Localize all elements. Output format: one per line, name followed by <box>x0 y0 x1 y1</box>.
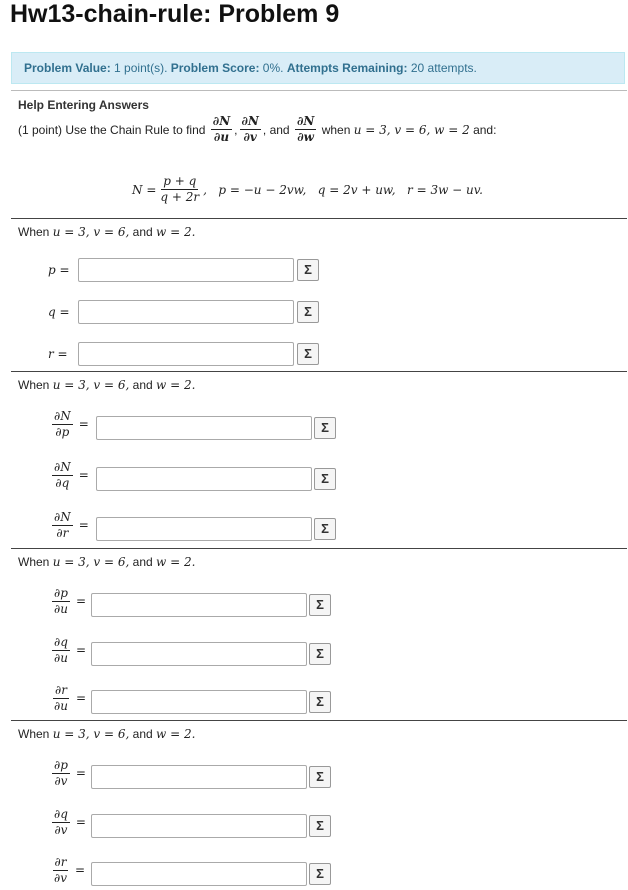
when-and: and <box>132 727 153 741</box>
equation-editor-button[interactable]: Σ <box>309 815 331 837</box>
intro-suffix: and: <box>473 122 497 137</box>
equals-sign: = <box>75 815 86 829</box>
fraction-denominator: ∂u <box>54 699 68 713</box>
fraction-denominator: ∂w <box>297 130 315 144</box>
equation-editor-button[interactable]: Σ <box>314 468 336 490</box>
fraction-numerator: ∂q <box>54 807 68 821</box>
equals-sign: = <box>78 417 89 431</box>
section-divider <box>11 371 627 372</box>
q-label: q = <box>48 305 70 319</box>
when-label: When <box>18 727 50 741</box>
section-divider <box>11 720 627 721</box>
fraction-denominator: ∂u <box>54 602 68 616</box>
fraction-denominator: ∂u <box>54 651 68 665</box>
r-label: r = <box>48 347 68 361</box>
equation-editor-button[interactable]: Σ <box>309 691 331 713</box>
equals-sign: = <box>78 468 89 482</box>
section-condition <box>18 225 195 239</box>
equation-editor-button[interactable]: Σ <box>297 343 319 365</box>
page-title: Hw13-chain-rule: Problem 9 <box>10 0 340 28</box>
problem-info-banner <box>11 52 625 84</box>
dp-du-label <box>50 586 86 617</box>
when-values: u = 3, v = 6, <box>52 555 130 569</box>
r-answer-input[interactable] <box>78 342 294 366</box>
dr-du-label <box>50 683 86 714</box>
fraction-numerator: ∂r <box>54 855 67 869</box>
when-w: w = 2. <box>156 225 196 239</box>
equation-editor-button[interactable]: Σ <box>314 417 336 439</box>
when-w: w = 2. <box>156 727 196 741</box>
when-label: When <box>18 378 50 392</box>
equals-sign: = <box>75 594 86 608</box>
dN-dr-label <box>50 510 89 541</box>
fraction-numerator: ∂N <box>241 114 259 128</box>
dN-dp-answer-input[interactable] <box>96 416 312 440</box>
when-and: and <box>132 555 153 569</box>
equals-sign: = <box>75 766 86 780</box>
dr-du-answer-input[interactable] <box>91 690 307 714</box>
fraction-dN-du <box>211 114 232 145</box>
dN-dp-label <box>50 409 89 440</box>
equals-sign: = <box>75 643 86 657</box>
dp-du-answer-input[interactable] <box>91 593 307 617</box>
when-and: and <box>132 378 153 392</box>
problem-statement <box>18 114 496 145</box>
section-condition <box>18 555 195 569</box>
formula-fraction <box>158 174 201 205</box>
dp-dv-answer-input[interactable] <box>91 765 307 789</box>
intro-when: when <box>321 122 351 137</box>
equation-editor-button[interactable]: Σ <box>309 863 331 885</box>
when-w: w = 2. <box>156 378 196 392</box>
fraction-numerator: ∂N <box>54 460 71 474</box>
intro-and: , and <box>262 122 290 137</box>
when-values: u = 3, v = 6, <box>52 378 130 392</box>
intro-comma: , <box>234 122 238 137</box>
equals-sign: = <box>75 691 86 705</box>
fraction-numerator: ∂p <box>54 758 68 772</box>
intro-condition: u = 3, v = 6, w = 2 <box>353 122 470 137</box>
dp-dv-label <box>50 758 86 789</box>
intro-prefix: (1 point) Use the Chain Rule to find <box>18 122 206 137</box>
equation-editor-button[interactable]: Σ <box>297 301 319 323</box>
fraction-denominator: ∂u <box>213 130 230 144</box>
dN-dr-answer-input[interactable] <box>96 517 312 541</box>
attempts-remaining: 20 attempts. <box>410 61 477 75</box>
fraction-numerator: ∂p <box>54 586 68 600</box>
fraction-dN-dw <box>295 114 316 145</box>
problem-score-label: Problem Score: <box>170 61 260 75</box>
section-condition <box>18 378 195 392</box>
fraction-numerator: p + q <box>163 174 197 188</box>
when-label: When <box>18 555 50 569</box>
attempts-remaining-label: Attempts Remaining: <box>286 61 408 75</box>
dN-dq-answer-input[interactable] <box>96 467 312 491</box>
formula-lhs: N = <box>132 182 157 197</box>
q-answer-input[interactable] <box>78 300 294 324</box>
fraction-denominator: q + 2r <box>160 190 200 204</box>
fraction-dN-dv <box>240 114 261 145</box>
fraction-numerator: ∂N <box>54 510 71 524</box>
equals-sign: = <box>74 863 86 877</box>
fraction-numerator: ∂q <box>54 635 68 649</box>
dq-dv-answer-input[interactable] <box>91 814 307 838</box>
dq-du-answer-input[interactable] <box>91 642 307 666</box>
dq-du-label <box>50 635 86 666</box>
section-divider <box>11 548 627 549</box>
equation-editor-button[interactable]: Σ <box>297 259 319 281</box>
p-answer-input[interactable] <box>78 258 294 282</box>
equation-editor-button[interactable]: Σ <box>309 766 331 788</box>
section-condition <box>18 727 195 741</box>
section-divider <box>11 218 627 219</box>
fraction-numerator: ∂N <box>296 114 315 128</box>
dN-dq-label <box>50 460 89 491</box>
help-entering-answers-link[interactable]: Help Entering Answers <box>18 98 149 112</box>
function-definitions <box>132 174 483 205</box>
divider <box>11 90 627 91</box>
problem-value-label: Problem Value: <box>24 61 111 75</box>
equation-editor-button[interactable]: Σ <box>309 594 331 616</box>
dr-dv-answer-input[interactable] <box>91 862 307 886</box>
dq-dv-label <box>50 807 86 838</box>
problem-score: 0%. <box>262 61 284 75</box>
when-values: u = 3, v = 6, <box>52 727 130 741</box>
fraction-denominator: ∂r <box>56 526 69 540</box>
when-label: When <box>18 225 50 239</box>
problem-value: 1 point(s). <box>114 61 168 75</box>
dr-dv-label <box>50 855 85 886</box>
fraction-denominator: ∂v <box>54 871 67 885</box>
p-label: p = <box>48 263 70 277</box>
equation-editor-button[interactable]: Σ <box>309 643 331 665</box>
fraction-numerator: ∂N <box>212 114 231 128</box>
fraction-denominator: ∂p <box>55 425 70 439</box>
fraction-numerator: ∂N <box>54 409 71 423</box>
when-w: w = 2. <box>156 555 196 569</box>
equals-sign: = <box>78 518 89 532</box>
fraction-denominator: ∂v <box>54 774 68 788</box>
fraction-numerator: ∂r <box>54 683 67 697</box>
when-values: u = 3, v = 6, <box>52 225 130 239</box>
when-and: and <box>132 225 153 239</box>
fraction-denominator: ∂v <box>243 130 257 144</box>
fraction-denominator: ∂q <box>55 476 70 490</box>
formula-rest: , p = −u − 2vw, q = 2v + uw, r = 3w − uv. <box>203 182 483 197</box>
fraction-denominator: ∂v <box>54 823 68 837</box>
equation-editor-button[interactable]: Σ <box>314 518 336 540</box>
